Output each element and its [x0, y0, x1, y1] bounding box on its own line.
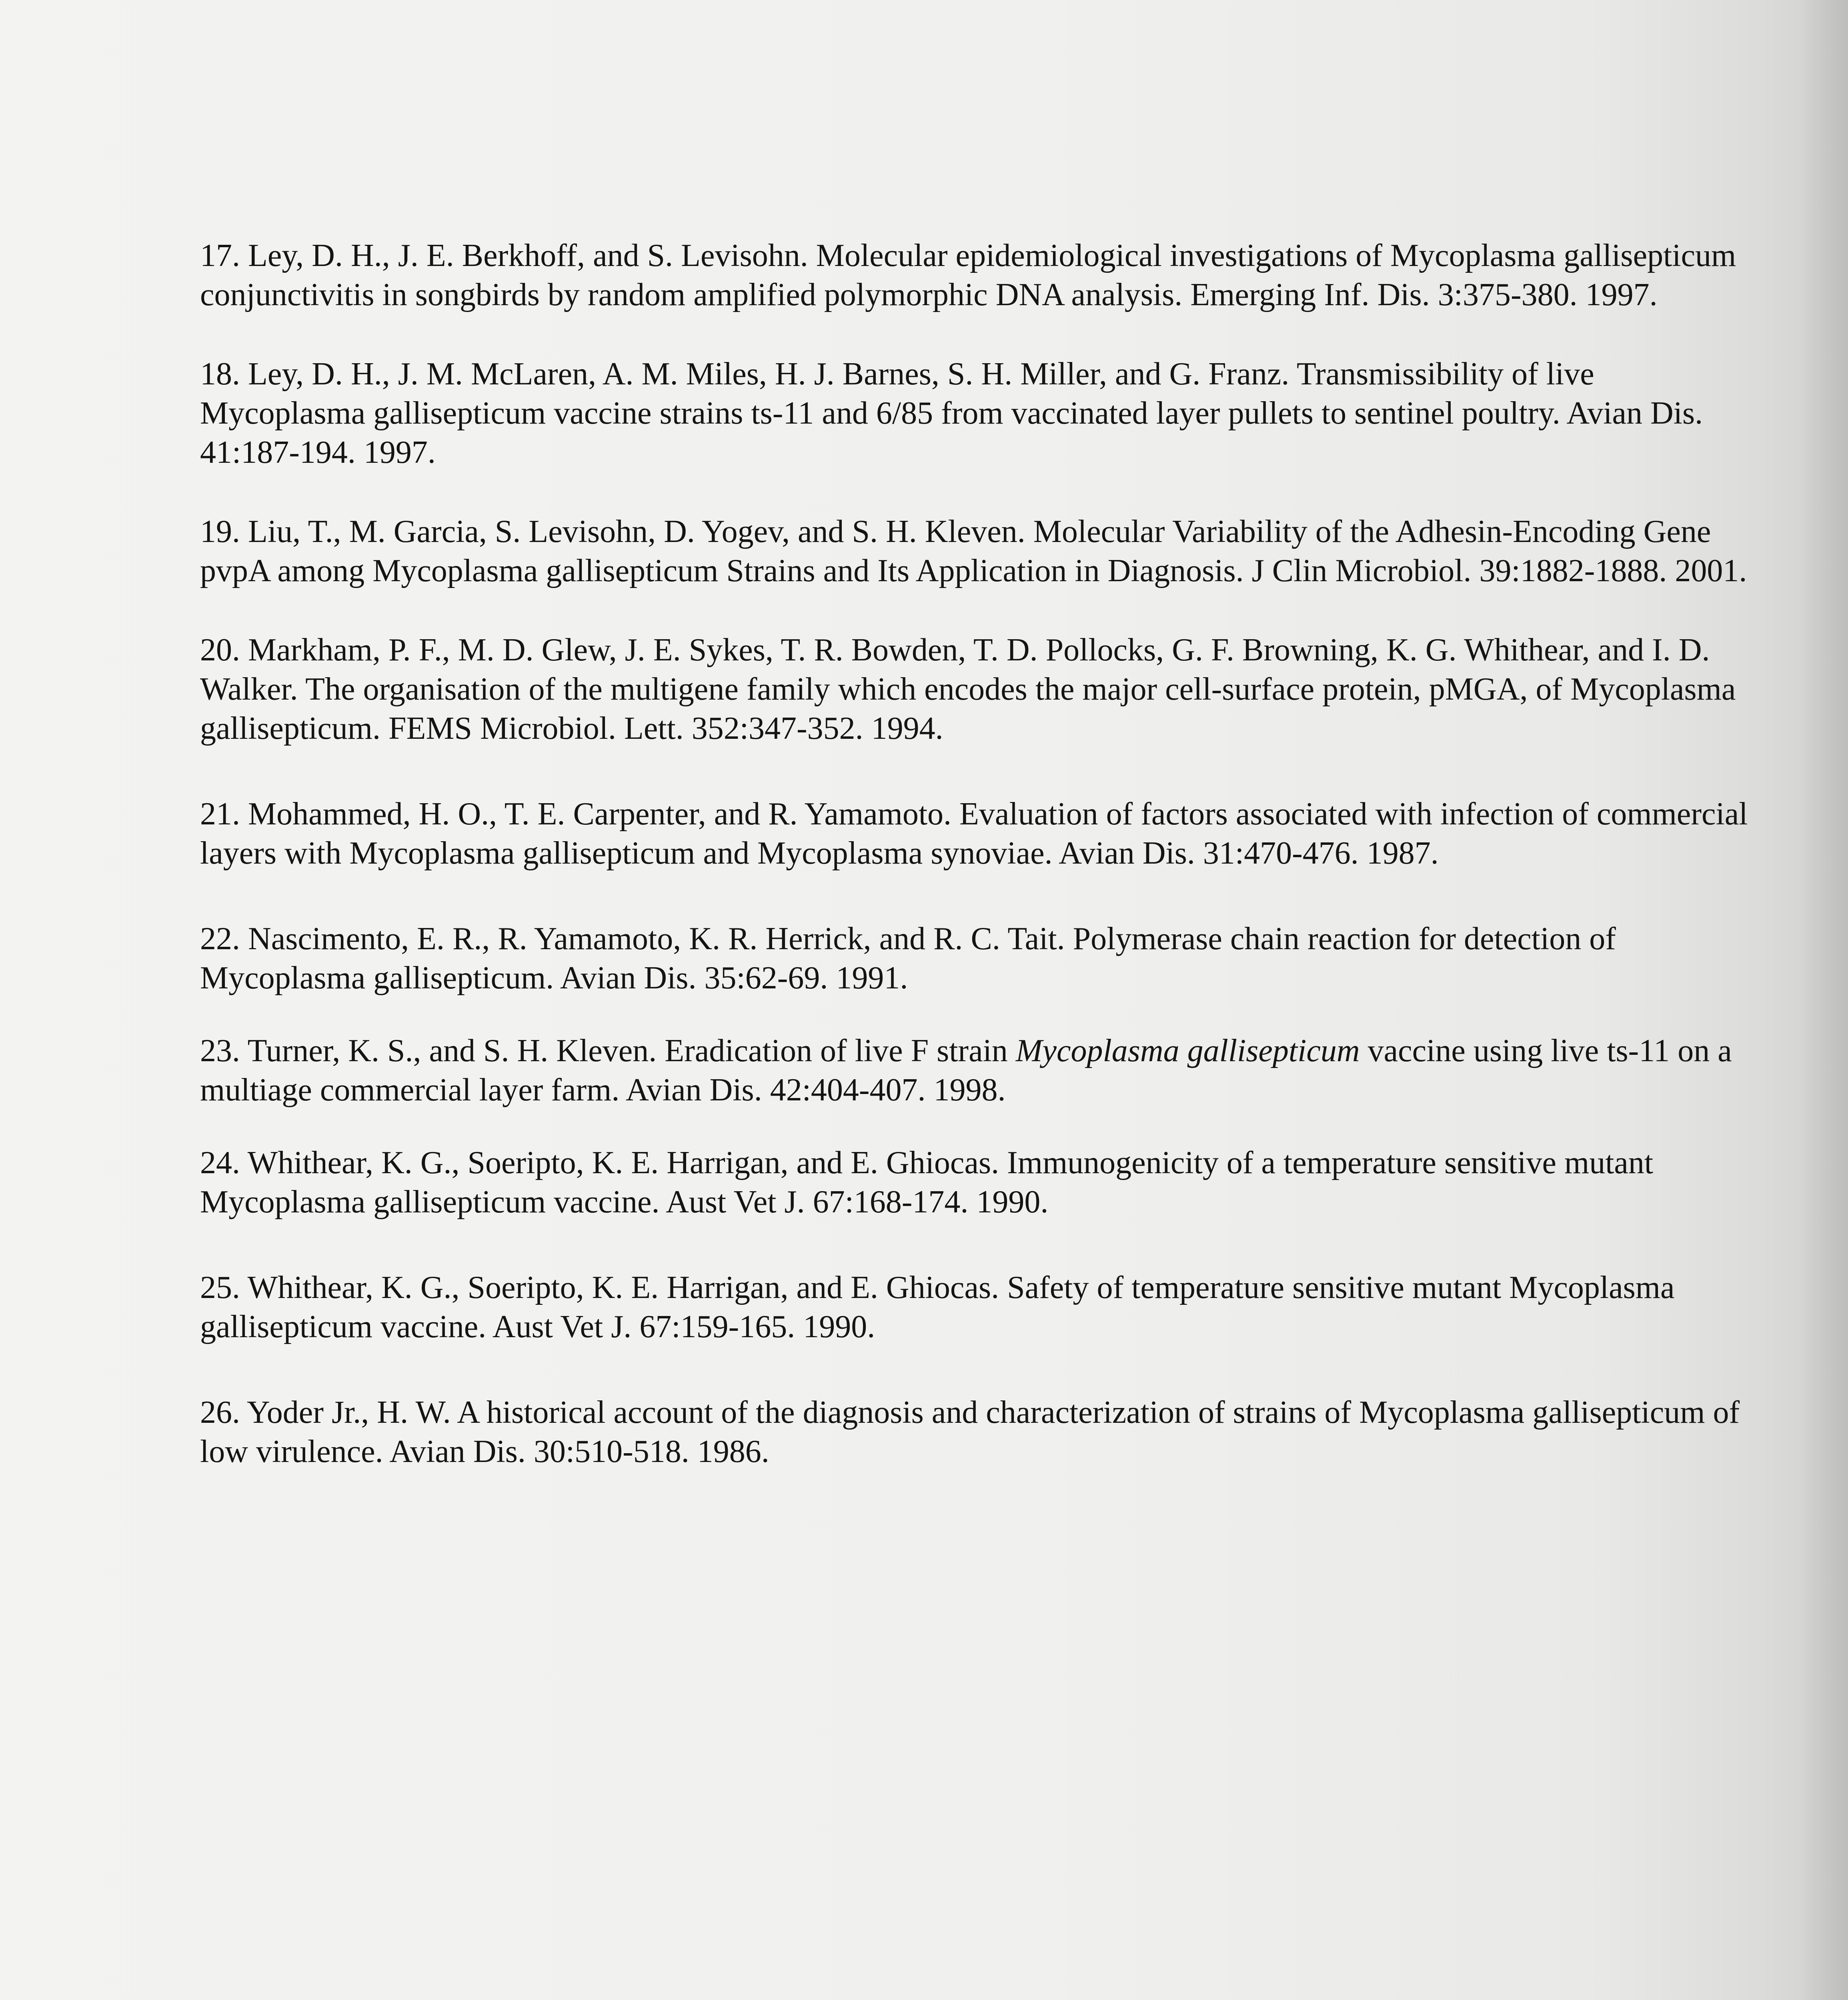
reference-item — [200, 1143, 1752, 1222]
reference-text: Liu, T., M. Garcia, S. Levisohn, D. Yogev, and S. H. Kleven. Molecular Variability of the Adhesin-Encoding Gene pvpA among Mycoplasma gallisepticum Strains and Its Application in Diagnosis. J Clin Microbiol. 39:1882-1888. 2001. — [200, 514, 1747, 588]
reference-text: Mohammed, H. O., T. E. Carpenter, and R. Yamamoto. Evaluation of factors associated with infection of commercial layers with Mycoplasma gallisepticum and Mycoplasma synoviae. Avian Dis. 31:470-476. 1987. — [200, 796, 1748, 871]
reference-item — [200, 512, 1752, 590]
reference-number: 18. — [200, 356, 240, 392]
reference-item — [200, 794, 1752, 873]
reference-item — [200, 1268, 1752, 1346]
reference-text: Turner, K. S., and S. H. Kleven. Eradication of live F strain — [247, 1033, 1016, 1068]
reference-text: Whithear, K. G., Soeripto, K. E. Harrigan, and E. Ghiocas. Safety of temperature sensitive mutant Mycoplasma gallisepticum vaccine. Aust Vet J. 67:159-165. 1990. — [200, 1270, 1675, 1344]
reference-text: Whithear, K. G., Soeripto, K. E. Harrigan, and E. Ghiocas. Immunogenicity of a temperature sensitive mutant Mycoplasma gallisepticum vaccine. Aust Vet J. 67:168-174. 1990. — [200, 1145, 1654, 1220]
reference-text: Yoder Jr., H. W. A historical account of the diagnosis and characterization of strains of Mycoplasma gallisepticum of low virulence. Avian Dis. 30:510-518. 1986. — [200, 1395, 1740, 1469]
reference-item — [200, 236, 1752, 314]
reference-number: 19. — [200, 514, 240, 549]
reference-number: 25. — [200, 1270, 240, 1305]
reference-number: 22. — [200, 921, 240, 956]
reference-item — [200, 1393, 1752, 1471]
reference-text: Ley, D. H., J. E. Berkhoff, and S. Levisohn. Molecular epidemiological investigations of Mycoplasma gallisepticum conjunctivitis in songbirds by random amplified polymorphic DNA analysis. Emerging Inf. Dis. 3:375-380. 1997. — [200, 238, 1736, 312]
page-edge-shadow — [1800, 0, 1848, 2000]
reference-item — [200, 354, 1752, 472]
reference-number: 23. — [200, 1033, 240, 1068]
reference-number: 24. — [200, 1145, 240, 1180]
reference-item — [200, 1031, 1752, 1110]
reference-text: Ley, D. H., J. M. McLaren, A. M. Miles, H. J. Barnes, S. H. Miller, and G. Franz. Transmissibility of live Mycoplasma gallisepticum vaccine strains ts-11 and 6/85 from vaccinated layer pullets to sentinel poultry. Avian Dis. 41:187-194. 1997. — [200, 356, 1703, 470]
reference-italic-species: Mycoplasma gallisepticum — [1015, 1033, 1360, 1068]
reference-list — [200, 236, 1752, 1471]
reference-number: 17. — [200, 238, 240, 273]
reference-number: 21. — [200, 796, 240, 832]
reference-number: 26. — [200, 1395, 240, 1430]
reference-item — [200, 630, 1752, 748]
reference-text: Markham, P. F., M. D. Glew, J. E. Sykes, T. R. Bowden, T. D. Pollocks, G. F. Browning, K. G. Whithear, and I. D. Walker. The organisation of the multigene family which encodes the major cell-surface protein, pMGA, of Mycoplasma gallisepticum. FEMS Microbiol. Lett. 352:347-352. 1994. — [200, 632, 1736, 746]
reference-text: vaccine using live ts-11 on a multiage commercial layer farm. Avian Dis. 42:404-407. 1998. — [200, 1033, 1732, 1108]
reference-number: 20. — [200, 632, 240, 668]
reference-text: Nascimento, E. R., R. Yamamoto, K. R. Herrick, and R. C. Tait. Polymerase chain reaction for detection of Mycoplasma gallisepticum. Avian Dis. 35:62-69. 1991. — [200, 921, 1616, 996]
reference-item — [200, 919, 1752, 998]
